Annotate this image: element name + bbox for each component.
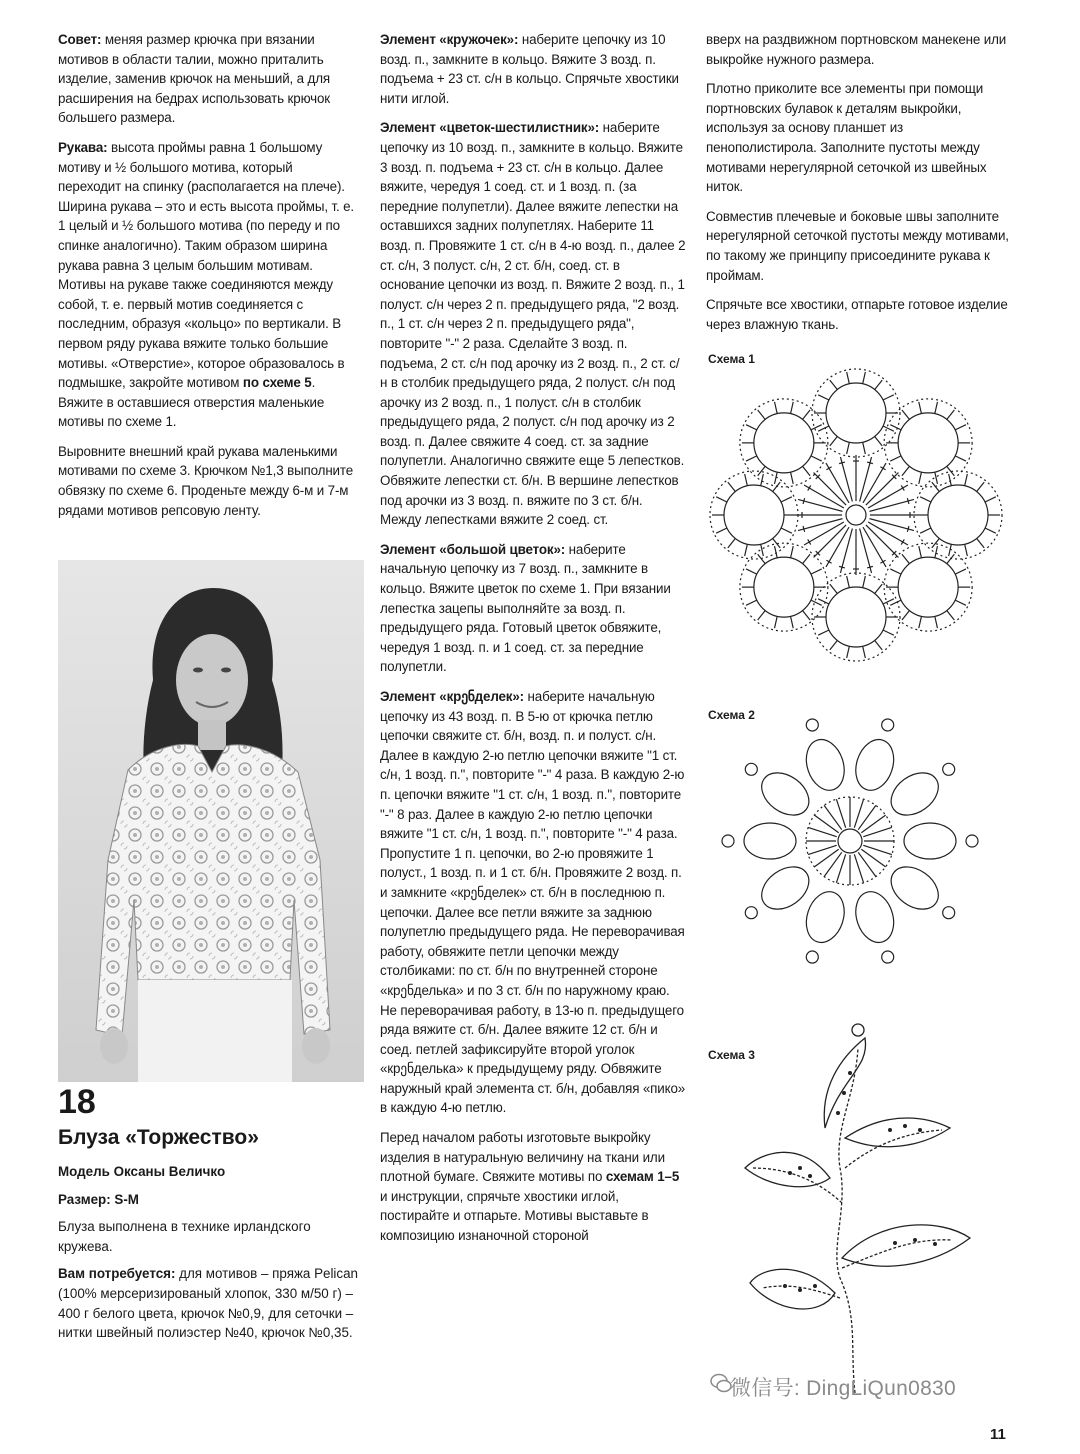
materials-label: Вам потребуется: bbox=[58, 1266, 176, 1282]
materials bbox=[58, 1264, 358, 1342]
element-pretzel bbox=[380, 687, 686, 1118]
scheme-3-label: Схема 3 bbox=[708, 1048, 755, 1062]
right-p1: вверх на раздвижном портновском манекене или выкройке нужного размера. bbox=[706, 32, 1007, 67]
scheme-3-diagram bbox=[730, 1018, 980, 1408]
element-big-flower-label: Элемент «большой цветок»: bbox=[380, 541, 566, 557]
element-pretzel-text: наберите начальную цепочку из 43 возд. п. В 5-ю от крючка петлю цепочки свяжите ст. б/н, возд. п. и полуст. с/н. Далее в каждую 2-ю петлю цепочки вяжите "1 ст. с/н, 1 возд. п.", повторите "-" 4 раза. В каждую 2-ю п. цепочки вяжите "1 ст. с/н, 1 возд. п.", повторите "-" 8 раз. Далее в каждую 2-ю петлю цепочки вяжите "1 ст. с/н, 1 возд. п.", повторите "-" 4 раза. Пропустите 1 п. цепочки, во 2-ю провяжите 1 полуст., 1 возд. п. и 1 ст. б/н. Провяжите 2 возд. п. и замкните «крენделек» ст. б/н в последнюю п. цепочки. Далее все петли вяжите за заднюю полупетлю предыдущего ряда. Не переворачивая работу, обвяжите петли цепочки между столбиками: по ст. б/н по внутренней стороне «крენделька» и по 3 ст. б/н по наружному краю. Не переворачивая работу, в 13-ю п. предыдущего ряда вяжите ст. б/н. Далее вяжите 12 ст. б/н и соед. петлей зафиксируйте второй уголок «крენделька» к предыдущему ряду. Обвяжите наружный край элемента ст. б/н, добавляя «пико» в каждую 4-ю петлю. bbox=[380, 689, 686, 1116]
right-p4: Спрячьте все хвостики, отпарьте готовое изделие через влажную ткань. bbox=[706, 297, 1008, 332]
column-left bbox=[58, 30, 358, 530]
edge-paragraph: Выровните внешний край рукава маленькими мотивами по схеме 3. Крючком №1,3 выполните обвязку по схеме 6. Проденьте между 6-м и 7-м рядами мотивов репсовую ленту. bbox=[58, 443, 354, 518]
tip-text: меняя размер крючка при вязании мотивов в области талии, можно приталить изделие, заменив крючок на меньший, а для расширения на бедрах использовать крючок большего размера. bbox=[58, 32, 330, 126]
wechat-icon bbox=[710, 1372, 732, 1394]
designer-text: Модель Оксаны Величко bbox=[58, 1164, 226, 1179]
tip-paragraph bbox=[58, 30, 358, 128]
element-circle-label: Элемент «кружочек»: bbox=[380, 32, 519, 47]
assembly-paragraph bbox=[380, 1128, 686, 1246]
element-six-petal-text: наберите цепочку из 10 возд. п., замкните в кольцо. Вяжите 3 возд. п. подъема + 23 ст. с/н в кольцо. Далее вяжите, чередуя 1 соед. ст. и 1 возд. п. (за передние полупетли). Далее вяжите лепестки на оставшихся задних полупетлях. Наберите 11 возд. п. Провяжите 1 ст. с/н в 4-ю возд. п., далее 2 ст. с/н, 3 полуст. с/н, 2 ст. б/н, соед. ст. в основание цепочки из возд. п. Вяжите 2 возд. п., 1 полуст. с/н через 2 п. предыдущего ряда, "2 возд. п., 1 ст. с/н через 2 п. предыдущего ряда", повторите "-" 2 раза. Сделайте 3 возд. п. подъема, 2 ст. с/н под арочку из 2 возд. п., 2 ст. с/н в столбик предыдущего ряда, 2 полуст. с/н под арочку из 2 возд. п., 1 полуст. с/н в столбик предыдущего ряда, 2 полуст. с/н под арочку из 2 возд. п. Далее свяжите 4 соед. ст. за задние полупетли. Аналогично свяжите еще 5 лепестков. Обвяжите лепестки ст. б/н. В вершине лепестков под арочки из 3 возд. п. вяжите по 3 ст. б/н. Между лепестками вяжите 2 соед. ст. bbox=[380, 120, 686, 528]
sleeves-scheme-ref: по схеме 5 bbox=[242, 375, 312, 391]
sleeves-text-tail: . Вяжите в оставшиеся отверстия маленькие мотивы по схеме 1. bbox=[58, 375, 325, 430]
description: Блуза выполнена в технике ирландского кружева. bbox=[58, 1219, 311, 1254]
right-p3: Совместив плечевые и боковые швы заполните нерегулярной сеточкой пустоты между мотивами, по такому же принципу присоедините рукава к проймам. bbox=[706, 208, 1009, 283]
element-six-petal bbox=[380, 118, 686, 529]
sleeves-paragraph bbox=[58, 138, 358, 432]
model-info bbox=[58, 1162, 358, 1351]
size-label: Размер: bbox=[58, 1191, 111, 1207]
page-number: 11 bbox=[990, 1426, 1006, 1443]
column-middle bbox=[380, 30, 686, 1256]
element-big-flower-text: наберите начальную цепочку из 7 возд. п., замкните в кольцо. Вяжите цветок по схеме 1. При вязании лепестка зацепы выполняйте за возд. п. предыдущего ряда. Готовый цветок обвяжите, чередуя 1 возд. п. и 1 соед. ст. за передние полупетли. bbox=[380, 541, 671, 675]
scheme-2-diagram bbox=[720, 706, 980, 976]
assembly-scheme-ref: схемам 1–5 bbox=[605, 1169, 680, 1185]
tip-label: Совет: bbox=[58, 32, 102, 47]
assembly-text-tail: и инструкции, спрячьте хвостики иглой, постирайте и отпарьте. Мотивы выставьте в композицию изнаночной стороной bbox=[380, 1188, 649, 1244]
materials-text: для мотивов – пряжа Pelican (100% мерсеризированый хлопок, 330 м/50 г) – 400 г белого цвета, крючок №0,9, для сеточки – нитки швейный полиэстер №40, крючок №0,35. bbox=[58, 1266, 358, 1341]
assembly-text: Перед началом работы изготовьте выкройку изделия в натуральную величину на ткани или плотной бумаге. Свяжите мотивы по bbox=[380, 1130, 665, 1185]
element-pretzel-label: Элемент «крენделек»: bbox=[380, 689, 524, 704]
sleeves-label: Рукава: bbox=[58, 139, 108, 155]
size-value: S-M bbox=[110, 1191, 139, 1207]
element-big-flower bbox=[380, 540, 686, 677]
model-number: 18 bbox=[58, 1083, 96, 1121]
column-right bbox=[706, 30, 1012, 344]
model-title: Блуза «Торжество» bbox=[58, 1126, 259, 1149]
element-six-petal-label: Элемент «цветок-шестилистник»: bbox=[380, 120, 600, 136]
element-circle bbox=[380, 30, 686, 108]
model-photo bbox=[58, 560, 364, 1082]
element-circle-text: наберите цепочку из 10 возд. п., замкните в кольцо. Вяжите 3 возд. п. подъема + 23 ст. с/н в кольцо. Спрячьте хвостики нити иглой. bbox=[380, 32, 679, 106]
watermark: 微信号: DingLiQun0830 bbox=[730, 1377, 957, 1400]
right-p2: Плотно приколите все элементы при помощи портновских булавок к деталям выкройки, используя за основу планшет из пенополистирола. Заполните пустоты между мотивами нерегулярной сеточкой из швейных ниток. bbox=[706, 81, 987, 195]
scheme-1-label: Схема 1 bbox=[708, 352, 755, 366]
sleeves-text: высота проймы равна 1 большому мотиву и ½ большого мотива, который переходит на спинку (располагается на плече). Ширина рукава – это и есть высота проймы, т. е. 1 целый и ½ большого мотива (по переду и по спинке аналогично). Таким образом ширина рукава равна 3 целым большим мотивам. Мотивы на рукаве также соединяются между собой, т. е. первый мотив соединяется с последним, образуя «кольцо» по вертикали. В первом ряду рукава вяжите только большие мотивы. «Отверстие», которое образовалось в подмышке, закройте мотивом bbox=[58, 139, 354, 391]
scheme-1-diagram bbox=[706, 360, 1006, 670]
scheme-2-label: Схема 2 bbox=[708, 708, 755, 722]
designer-line bbox=[58, 1162, 358, 1182]
size-line bbox=[58, 1190, 358, 1210]
